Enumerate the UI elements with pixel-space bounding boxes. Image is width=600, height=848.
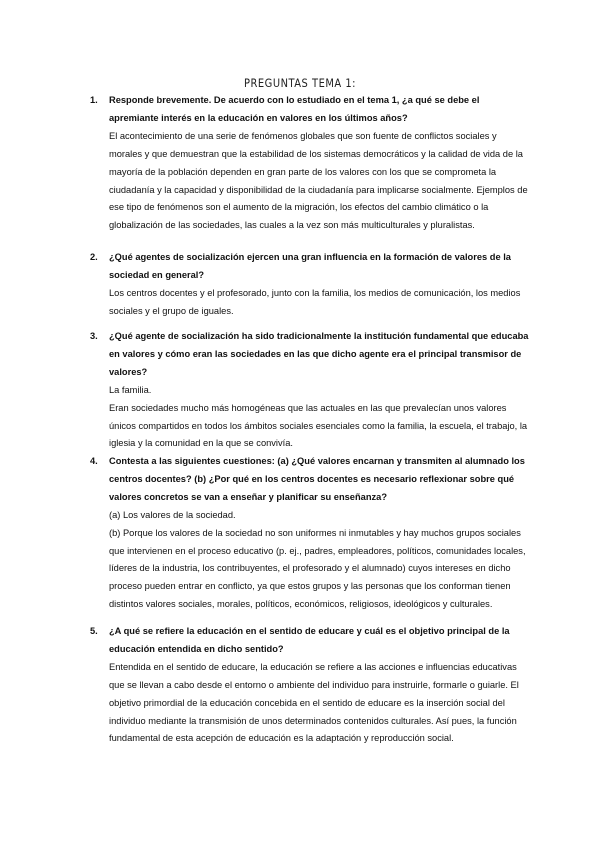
answer-paragraph: El acontecimiento de una serie de fenómenos globales que son fuente de conflictos sociales y morales y que demuestran que la estabilidad de los sistemas democráticos y la calidad de vida de la mayoría de la población dependen en gran parte de los valores con los que se comprometa la ciudadanía y la capacidad y disponibilidad de la ciudadanía para implicarse socialmente. Ejemplos de ese tipo de fenómenos son el aumento de la migración, los efectos del cambio climático o la globalización de las sociedades, las cuales a la vez son más multiculturales y pluralistas. — [109, 130, 528, 231]
page-title: PREGUNTAS TEMA 1: — [244, 76, 356, 90]
question-body — [109, 623, 531, 748]
answer-text — [109, 382, 531, 454]
question-body — [109, 92, 531, 235]
question-item — [91, 249, 531, 321]
question-number: 2. — [90, 252, 98, 262]
question-text: ¿Qué agente de socialización ha sido tradicionalmente la institución fundamental que educaba en valores y cómo eran las sociedades en las que dicho agente era el principal transmisor de valores? — [109, 331, 529, 377]
answer-paragraph: Entendida en el sentido de educare, la educación se refiere a las acciones e influencias educativas que se llevan a cabo desde el entorno o ambiente del individuo para instruirle, formarle o guiarle. El objetivo primordial de la educación concebida en el sentido de educare es la inserción social del individuo mediante la transmisión de unos determinados contenidos culturales. Así pues, la función fundamental de esta acepción de educación es la adaptación y reproducción social. — [109, 661, 519, 744]
question-item — [91, 328, 531, 453]
question-text: Contesta a las siguientes cuestiones: (a) ¿Qué valores encarnan y transmiten al alumnado los centros docentes? (b) ¿Por qué en los centros docentes es necesario reflexionar sobre qué valores concretos se van a enseñar y planificar su enseñanza? — [109, 456, 525, 502]
question-item — [91, 623, 531, 748]
question-item — [91, 453, 531, 614]
question-text: ¿Qué agentes de socialización ejercen una gran influencia en la formación de valores de la sociedad en general? — [109, 252, 511, 280]
answer-paragraph: (b) Porque los valores de la sociedad no son uniformes ni inmutables y hay muchos grupos sociales que intervienen en el proceso educativo (p. ej., padres, empleadores, políticos, comunidades locales, líderes de la industria, los contribuyentes, el profesorado y el alumnado) cuyos intereses en dicho proceso pueden entrar en conflicto, ya que estos grupos y las personas que los conforman tienen distintos valores sociales, morales, políticos, económicos, religiosos, ideológicos y culturales. — [109, 527, 526, 610]
question-number: 3. — [90, 331, 98, 341]
question-item — [91, 92, 531, 235]
answer-paragraph: Eran sociedades mucho más homogéneas que las actuales en las que prevalecían unos valores únicos compartidos en todos los ámbitos sociales esenciales como la familia, la escuela, el trabajo, la iglesia y la comunidad en la que se convivía. — [109, 402, 528, 449]
answer-text — [109, 128, 531, 235]
question-body — [109, 249, 531, 321]
question-body — [109, 328, 531, 453]
question-text: Responde brevemente. De acuerdo con lo estudiado en el tema 1, ¿a qué se debe el apremiante interés en la educación en valores en los últimos años? — [109, 95, 480, 123]
answer-text — [109, 659, 531, 749]
question-number: 1. — [90, 95, 98, 105]
question-body — [109, 453, 531, 614]
question-number: 5. — [90, 626, 98, 636]
question-text: ¿A qué se refiere la educación en el sentido de educare y cuál es el objetivo principal de la educación entendida en dicho sentido? — [109, 626, 510, 654]
answer-text — [109, 507, 531, 614]
question-number: 4. — [90, 456, 98, 466]
answer-paragraph: Los centros docentes y el profesorado, junto con la familia, los medios de comunicación, los medios sociales y el grupo de iguales. — [109, 287, 521, 316]
answer-text — [109, 285, 531, 321]
answer-paragraph: La familia. — [109, 384, 152, 395]
answer-paragraph: (a) Los valores de la sociedad. — [109, 509, 236, 520]
